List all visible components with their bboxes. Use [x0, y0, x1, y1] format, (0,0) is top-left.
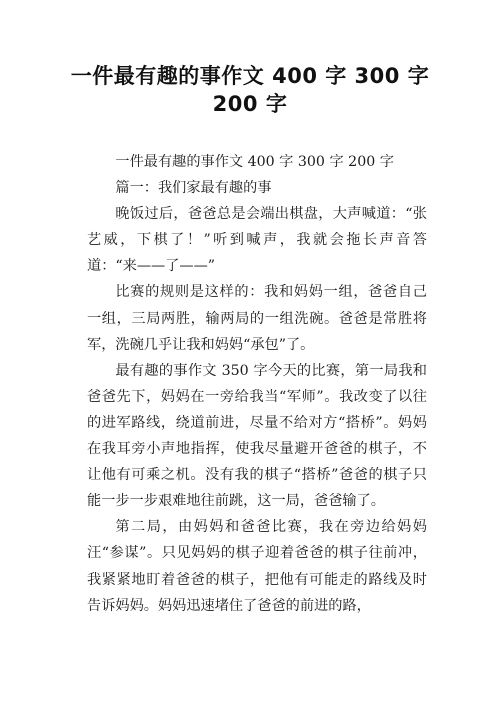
title-line-1: 一件最有趣的事作文 400 字 300 字 — [70, 64, 430, 88]
paragraph-section-title: 篇一：我们家最有趣的事 — [115, 180, 272, 197]
paragraph: 第二局，由妈妈和爸爸比赛，我在旁边给妈妈汪“参谋”。只见妈妈的棋子迎着爸爸的棋子往前冲，我紧紧地盯着爸爸的棋子，把他有可能走的路线及时告诉妈妈。妈妈迅速堵住了爸爸的前进的路， — [87, 519, 427, 614]
document-title — [60, 62, 440, 118]
paragraph: 最有趣的事作文 350 字今天的比赛，第一局我和爸爸先下，妈妈在一旁给我当“军师”。我改变了以往的进军路线，绕道前进，尽量不给对方“搭桥”。妈妈在我耳旁小声地指挥，使我尽量避开爸爸的棋子，不让他有可乘之机。没有我的棋子“搭桥”爸爸的棋子只能一步一步艰难地往前跳，这一局，爸爸输了。 — [87, 362, 427, 510]
title-line-2: 200 字 — [212, 92, 288, 116]
paragraph: 比赛的规则是这样的：我和妈妈一组，爸爸自己一组，三局两胜，输两局的一组洗碗。爸爸是常胜将军，洗碗几乎让我和妈妈“承包”了。 — [87, 284, 427, 353]
paragraph-heading: 一件最有趣的事作文 400 字 300 字 200 字 — [115, 154, 394, 170]
paragraph: 晚饭过后，爸爸总是会端出棋盘，大声喊道：“张艺威，下棋了！”听到喊声，我就会拖长声音答道：“来——了——” — [87, 206, 427, 275]
document-body — [87, 149, 427, 619]
